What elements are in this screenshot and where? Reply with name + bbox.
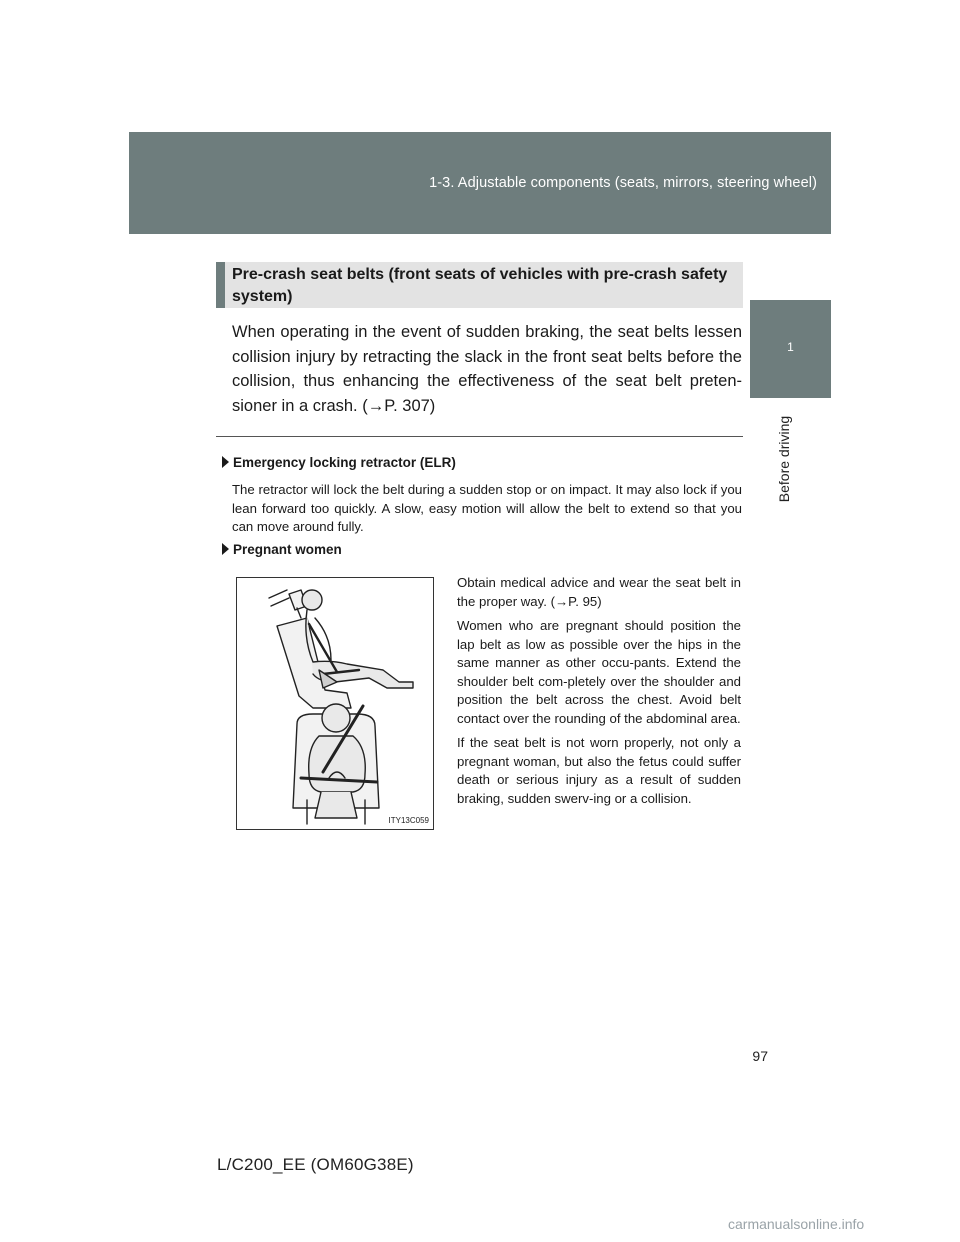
document-code: L/C200_EE (OM60G38E) bbox=[217, 1155, 414, 1174]
section-heading: Pre-crash seat belts (front seats of vehicles with pre-crash safety system) bbox=[216, 262, 743, 308]
paragraph: Obtain medical advice and wear the seat belt in the proper way. (→P. 95) bbox=[457, 575, 741, 609]
note-body-elr: The retractor will lock the belt during a sudden stop or on impact. It may also lock if you lean forward too quickly. A slow, easy motion will allow the belt to extend so that you can move around fully. bbox=[232, 482, 742, 534]
chapter-label: Before driving bbox=[776, 415, 792, 503]
pregnant-women-text bbox=[457, 574, 741, 814]
watermark: carmanualsonline.info bbox=[728, 1216, 865, 1232]
chapter-number: 1 bbox=[787, 340, 794, 354]
seatbelt-figure-icon bbox=[237, 578, 433, 829]
note-title-elr bbox=[222, 455, 456, 470]
paragraph: Women who are pregnant should position the lap belt as low as possible over the hips in the same manner as other occu-pants. Extend the shoulder belt com-pletely over the shoulder and position the belt across the chest. Avoid belt contact over the rounding of the abdominal area. bbox=[457, 618, 741, 726]
paragraph: If the seat belt is not worn properly, not only a pregnant woman, but also the fetus could suffer death or serious injury as a result of sudden braking, sudden swerv-ing or a collision. bbox=[457, 735, 741, 806]
chapter-tab bbox=[750, 300, 831, 398]
triangle-bullet-icon bbox=[222, 543, 229, 555]
figure-code: ITY13C059 bbox=[388, 816, 429, 825]
section-title: 1-3. Adjustable components (seats, mirrors, steering wheel) bbox=[429, 175, 817, 191]
note-title-pregnant bbox=[222, 542, 342, 557]
chapter-label-wrapper bbox=[776, 414, 792, 504]
page-number: 97 bbox=[752, 1048, 768, 1064]
note-title-text: Emergency locking retractor (ELR) bbox=[233, 455, 456, 470]
intro-paragraph: When operating in the event of sudden braking, the seat belts lessen collision injury by retracting the slack in the front seat belts before the collision, thus enhancing the effectiveness of the seat belt preten-sioner in a crash. (→P. 307) bbox=[232, 323, 742, 415]
pregnant-seatbelt-illustration bbox=[236, 577, 434, 830]
note-title-text: Pregnant women bbox=[233, 542, 342, 557]
header-band bbox=[129, 132, 831, 234]
triangle-bullet-icon bbox=[222, 456, 229, 468]
divider bbox=[216, 436, 743, 437]
